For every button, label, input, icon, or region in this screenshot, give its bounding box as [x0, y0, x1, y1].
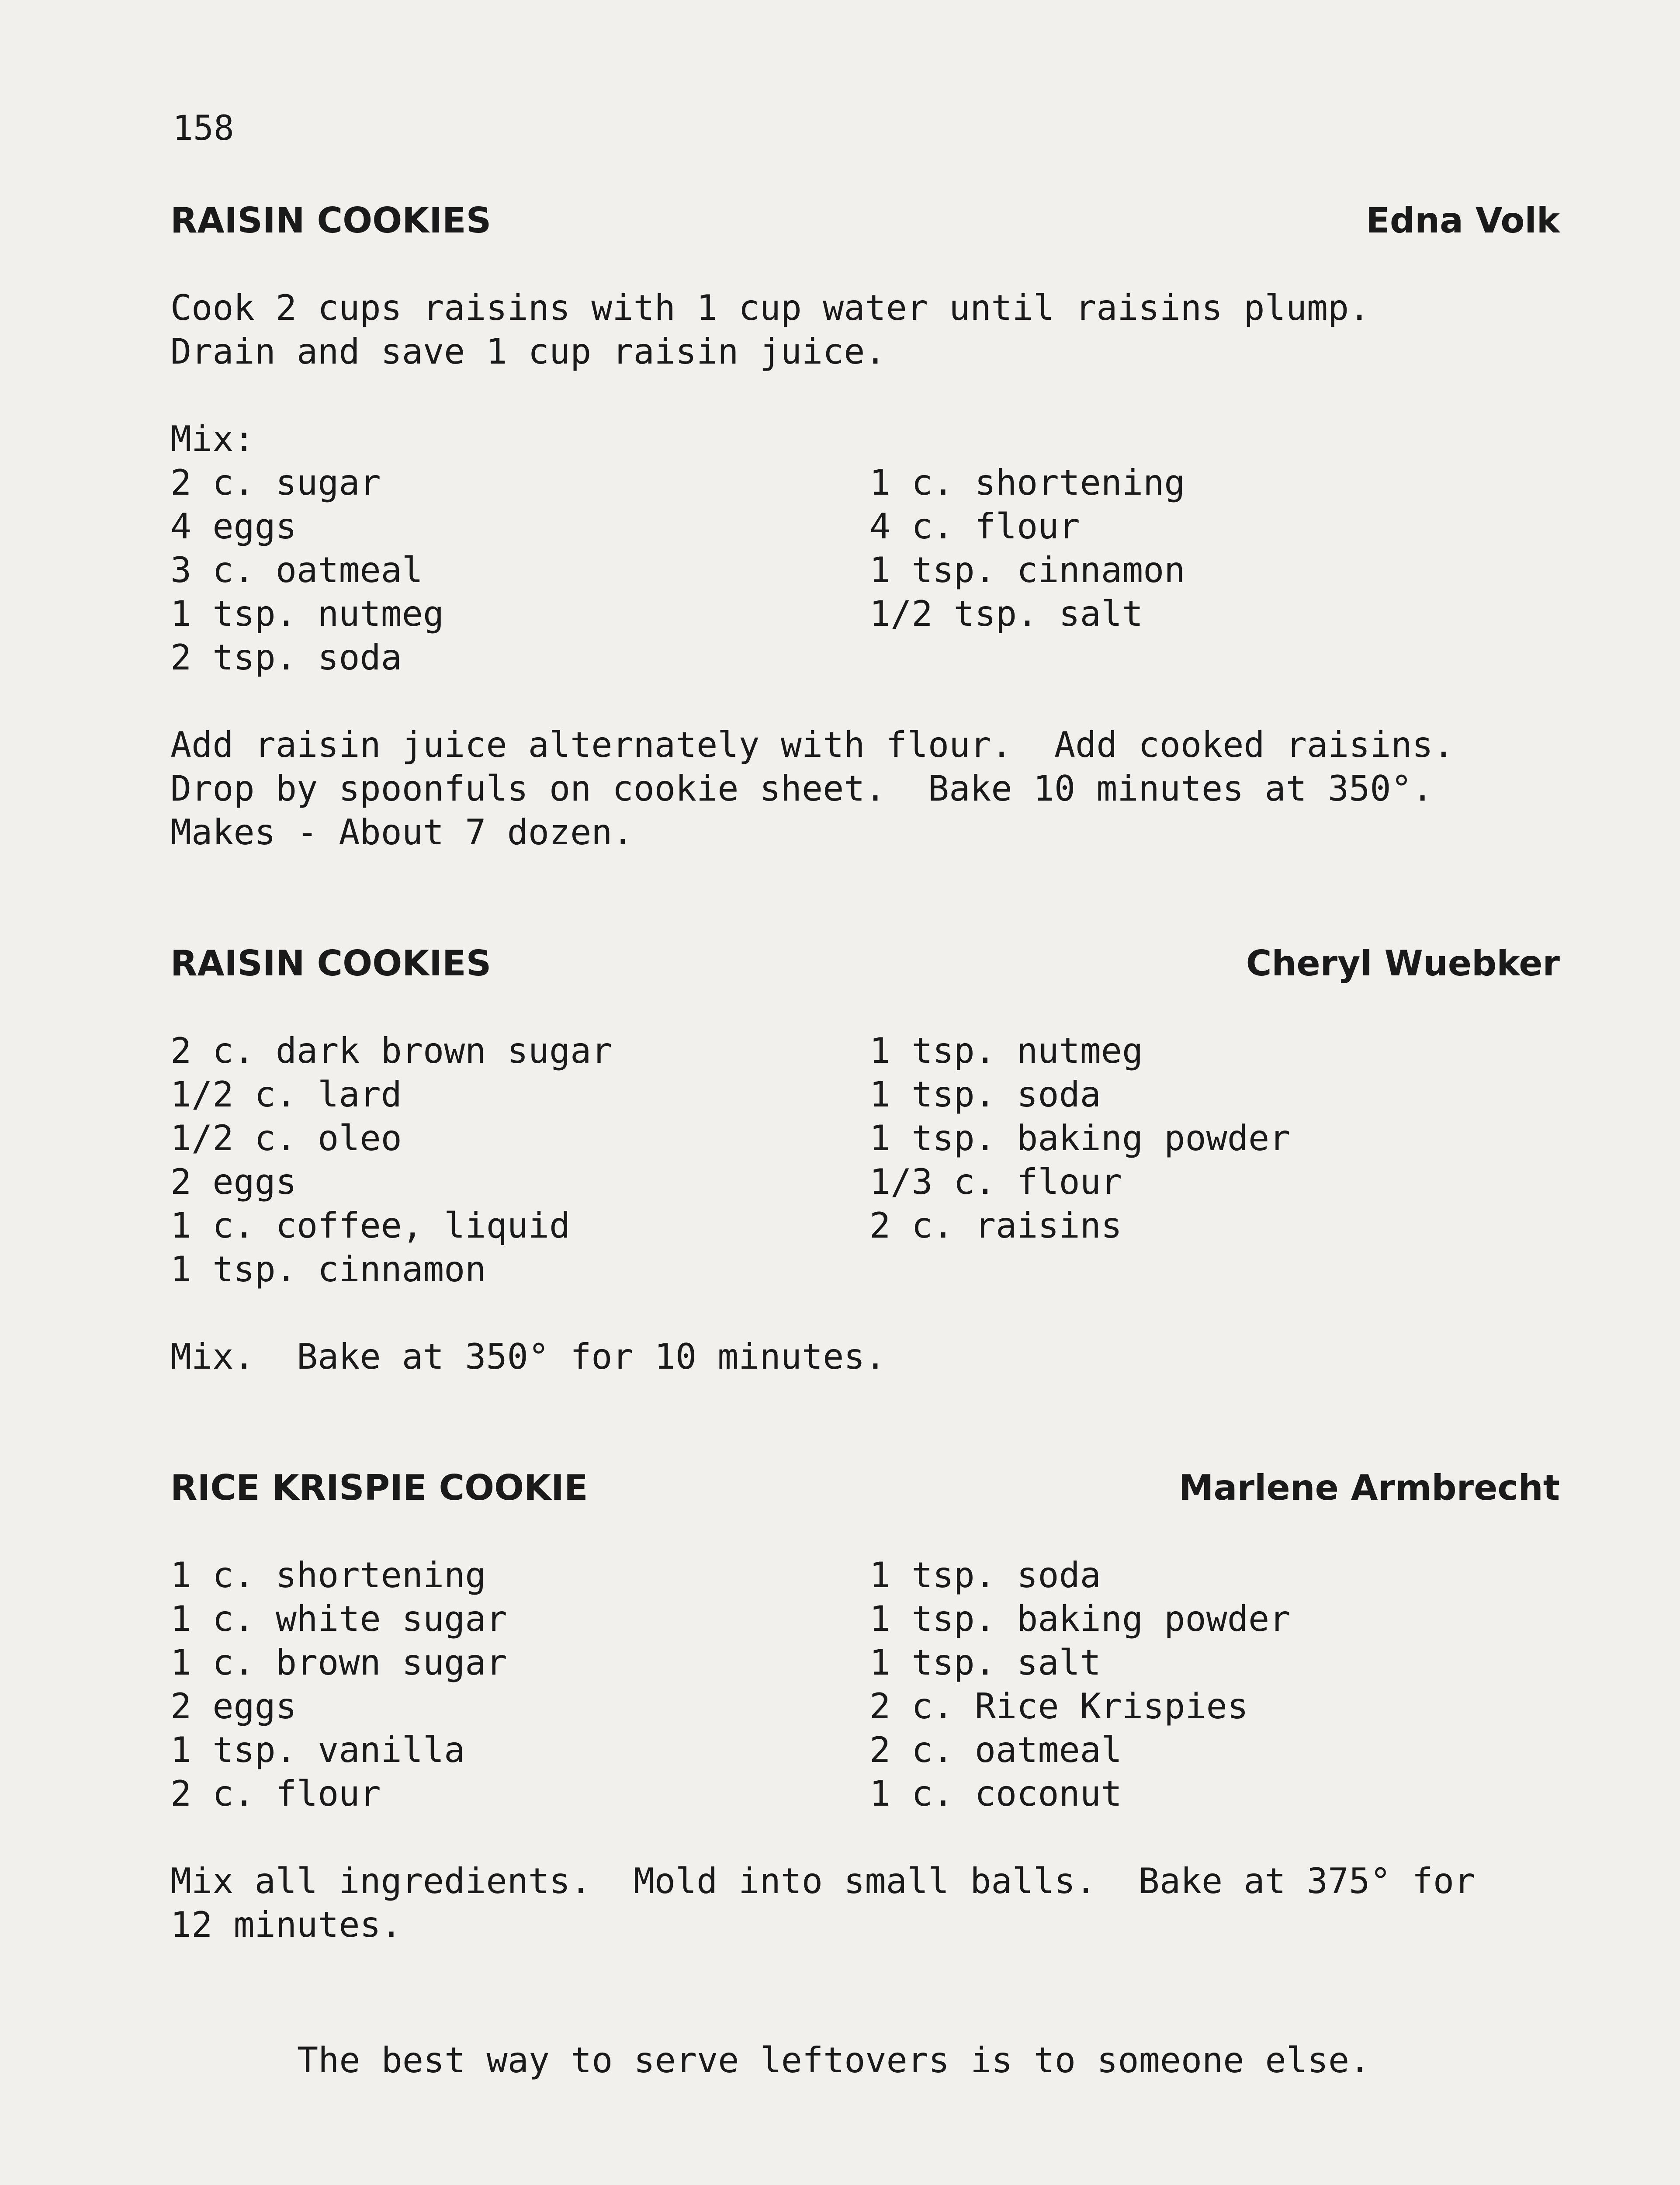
direction-line: Makes - About 7 dozen. [170, 812, 634, 853]
direction-line: 12 minutes. [170, 1904, 402, 1945]
ingredient: 1 c. brown sugar [170, 1642, 507, 1683]
recipe-header [170, 942, 1560, 985]
ingredient: 1 tsp. soda [869, 1555, 1101, 1595]
ingredient: 1/2 c. oleo [170, 1118, 402, 1158]
ingredient: 1 tsp. baking powder [869, 1599, 1291, 1639]
ingredient-row [170, 505, 1560, 548]
ingredient: 4 c. flour [869, 506, 1080, 547]
direction-line: Mix all ingredients. Mold into small balls. Bake at 375° for [170, 1861, 1476, 1901]
recipe-title: RAISIN COOKIES [170, 943, 492, 984]
recipe-header [170, 1466, 1560, 1510]
ingredient: 1 tsp. vanilla [170, 1730, 465, 1770]
recipe-header [170, 199, 1560, 243]
ingredient: 3 c. oatmeal [170, 550, 423, 590]
ingredient: 2 tsp. soda [170, 637, 402, 678]
recipe-author: Marlene Armbrecht [1178, 1467, 1560, 1508]
ingredient: 2 eggs [170, 1686, 297, 1727]
ingredient-row [170, 548, 1560, 592]
ingredient: 2 c. flour [170, 1773, 381, 1814]
ingredient: 1 tsp. nutmeg [170, 593, 444, 634]
ingredient: 1 c. coconut [869, 1773, 1122, 1814]
ingredient: 1 tsp. salt [869, 1642, 1101, 1683]
ingredient: 1/3 c. flour [869, 1162, 1122, 1202]
recipe-title: RAISIN COOKIES [170, 200, 492, 241]
ingredient: 1 tsp. cinnamon [170, 1249, 486, 1290]
ingredient: 1/2 tsp. salt [869, 593, 1143, 634]
ingredient: 4 eggs [170, 506, 297, 547]
ingredient-row [170, 636, 1560, 680]
recipe-author: Edna Volk [1366, 200, 1560, 241]
ingredient-row [170, 1029, 1560, 1073]
ingredient: 2 c. sugar [170, 462, 381, 503]
recipe-raisin-cookies-volk [170, 199, 1560, 854]
ingredient-row [170, 1160, 1560, 1204]
ingredient-list [170, 1554, 1560, 1816]
ingredient-row [170, 461, 1560, 505]
ingredient: 1 tsp. cinnamon [869, 550, 1185, 590]
direction-line: Mix. Bake at 350° for 10 minutes. [170, 1336, 886, 1377]
recipe-rice-krispie-cookie [170, 1466, 1560, 1947]
ingredient-row [170, 1597, 1560, 1641]
ingredient: 1 tsp. baking powder [869, 1118, 1291, 1158]
ingredient: 1/2 c. lard [170, 1074, 402, 1115]
ingredient-row [170, 1685, 1560, 1728]
ingredient: 1 tsp. soda [869, 1074, 1101, 1115]
mix-label: Mix: [170, 419, 255, 459]
ingredient-row [170, 1772, 1560, 1816]
ingredient-row [170, 1728, 1560, 1772]
ingredient: 1 tsp. nutmeg [869, 1030, 1143, 1071]
ingredient: 2 eggs [170, 1162, 297, 1202]
ingredient: 2 c. oatmeal [869, 1730, 1122, 1770]
ingredient-row [170, 1073, 1560, 1117]
recipe-raisin-cookies-wuebker [170, 942, 1560, 1379]
ingredient: 1 c. shortening [869, 462, 1185, 503]
direction-line: Add raisin juice alternately with flour. Add cooked raisins. [170, 725, 1455, 765]
ingredient: 1 c. shortening [170, 1555, 486, 1595]
ingredient-row [170, 592, 1560, 636]
intro-line: Cook 2 cups raisins with 1 cup water until raisins plump. [170, 288, 1370, 328]
direction-line: Drop by spoonfuls on cookie sheet. Bake 10 minutes at 350°. [170, 768, 1433, 809]
ingredient-row [170, 1117, 1560, 1160]
ingredient-row [170, 1641, 1560, 1685]
ingredient-row [170, 1248, 1560, 1291]
ingredient-list [170, 461, 1560, 680]
recipe-author: Cheryl Wuebker [1246, 943, 1560, 984]
ingredient: 2 c. raisins [869, 1205, 1122, 1246]
page-number: 158 [173, 109, 234, 148]
ingredient-row [170, 1204, 1560, 1248]
footer-quote: The best way to serve leftovers is to someone else. [297, 2040, 1371, 2081]
ingredient: 2 c. dark brown sugar [170, 1030, 613, 1071]
ingredient: 1 c. coffee, liquid [170, 1205, 571, 1246]
recipe-title: RICE KRISPIE COOKIE [170, 1467, 588, 1508]
ingredient: 1 c. white sugar [170, 1599, 507, 1639]
ingredient-list [170, 1029, 1560, 1291]
ingredient-row [170, 1554, 1560, 1597]
ingredient: 2 c. Rice Krispies [869, 1686, 1248, 1727]
intro-line: Drain and save 1 cup raisin juice. [170, 331, 886, 372]
